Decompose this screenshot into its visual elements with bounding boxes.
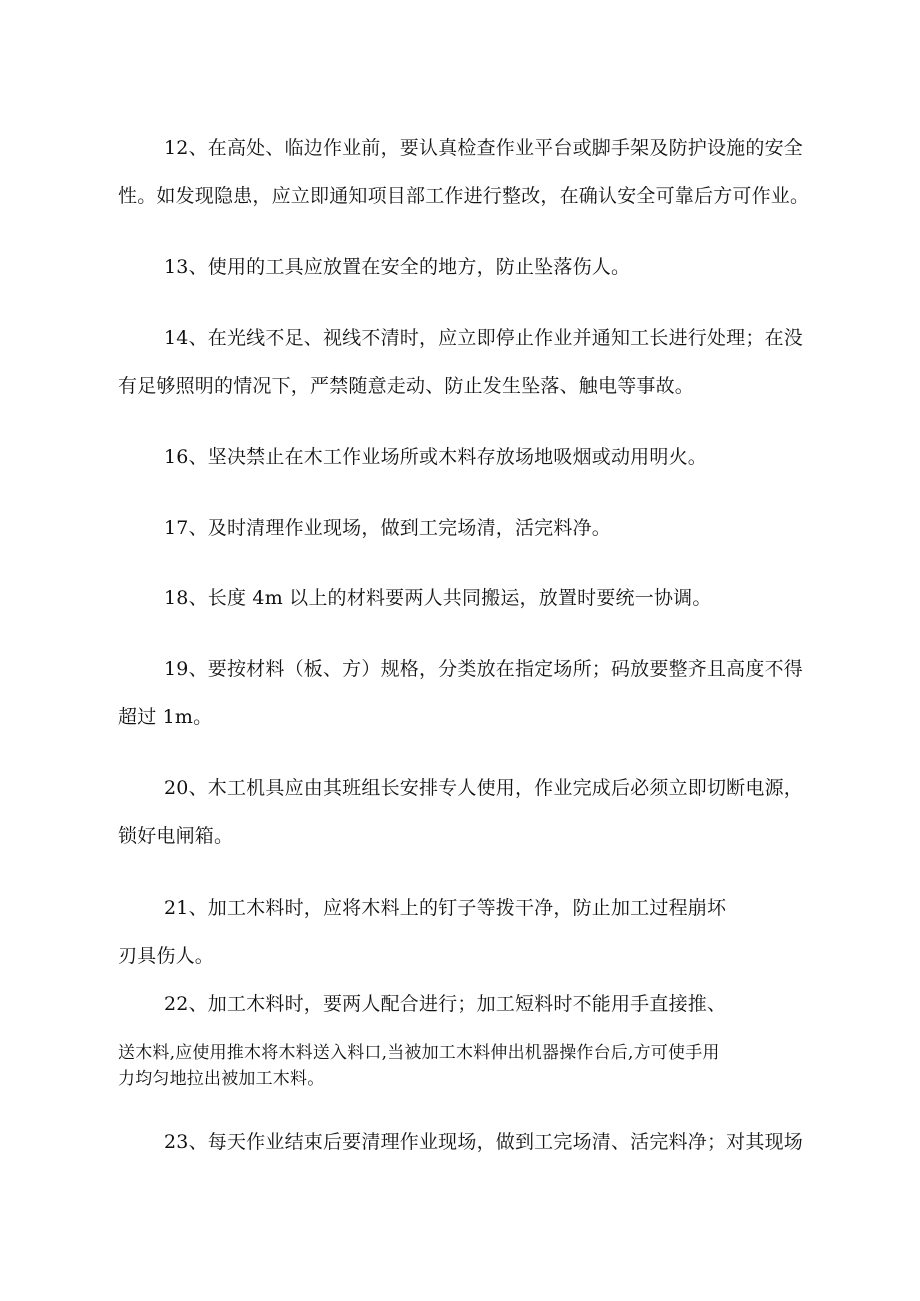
item-17-line-1: 17、及时清理作业现场，做到工完场清，活完料净。 <box>164 517 611 539</box>
item-18-line-1: 18、长度 4m 以上的材料要两人共同搬运，放置时要统一协调。 <box>164 587 712 609</box>
item-23-line-1: 23、每天作业结束后要清理作业现场，做到工完场清、活完料净；对其现场 <box>164 1131 803 1153</box>
item-13-line-1: 13、使用的工具应放置在安全的地方，防止坠落伤人。 <box>164 256 631 278</box>
item-19-line-1: 19、要按材料（板、方）规格，分类放在指定场所；码放要整齐且高度不得 <box>164 658 803 680</box>
item-21-line-2: 刃具伤人。 <box>118 945 215 967</box>
item-12-line-2: 性。如发现隐患，应立即通知项目部工作进行整改，在确认安全可靠后方可作业。 <box>118 185 810 207</box>
item-22-line-3: 力均匀地拉出被加工木料。 <box>118 1069 325 1089</box>
item-12-line-1: 12、在高处、临边作业前，要认真检查作业平台或脚手架及防护设施的安全 <box>164 137 803 159</box>
item-19-line-2: 超过 1m。 <box>118 706 213 728</box>
item-22-line-2: 送木料,应使用推木将木料送入料口,当被加工木料伸出机器操作台后,方可使手用 <box>118 1043 720 1063</box>
item-21-line-1: 21、加工木料时，应将木料上的钉子等拨干净，防止加工过程崩坏 <box>164 897 727 919</box>
item-20-line-1: 20、木工机具应由其班组长安排专人使用，作业完成后必须立即切断电源， <box>164 777 803 799</box>
item-16-line-1: 16、坚决禁止在木工作业场所或木料存放场地吸烟或动用明火。 <box>164 446 707 468</box>
item-14-line-2: 有足够照明的情况下，严禁随意走动、防止发生坠落、触电等事故。 <box>118 375 695 397</box>
item-14-line-1: 14、在光线不足、视线不清时，应立即停止作业并通知工长进行处理；在没 <box>164 327 803 349</box>
item-20-line-2: 锁好电闸箱。 <box>118 825 234 847</box>
item-22-line-1: 22、加工木料时，要两人配合进行；加工短料时不能用手直接推、 <box>164 993 727 1015</box>
